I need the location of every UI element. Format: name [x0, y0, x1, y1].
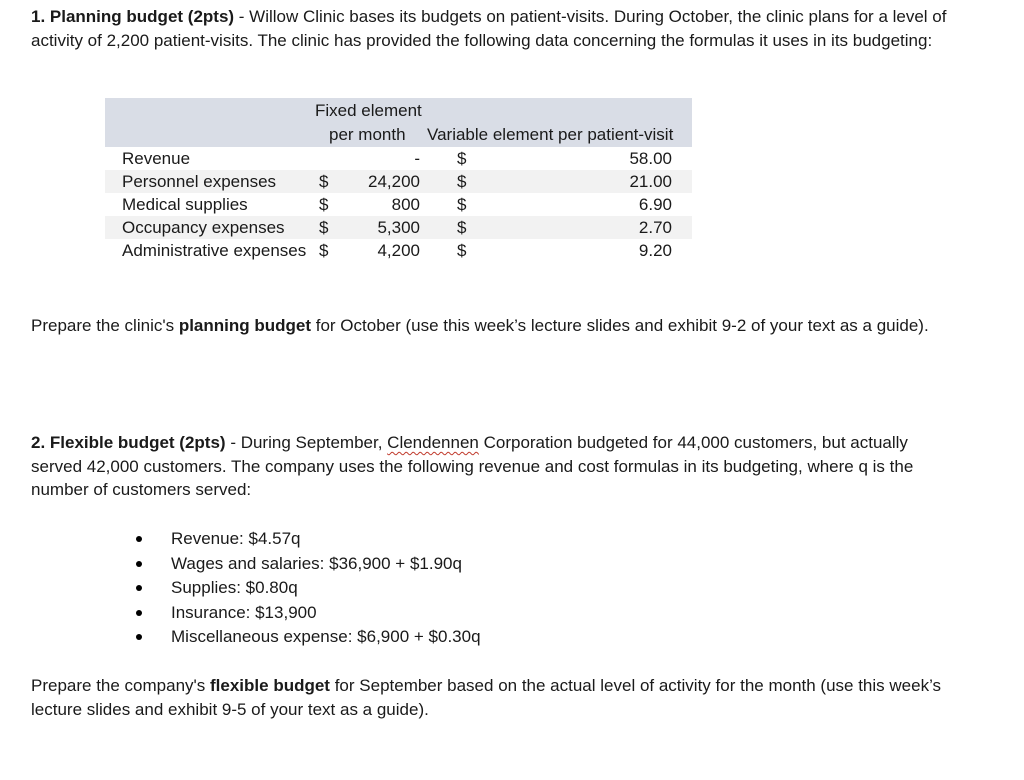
- variable-dollar-sign: $: [457, 172, 467, 191]
- bullet-icon: [136, 634, 142, 640]
- q2-paragraph: 2. Flexible budget (2pts) - During September, Clendennen Corporation budgeted for 44,000 customers, but actually served 42,000 customers. The company uses the following revenue and cost formulas in its budgeting, where q is the number of customers served:: [31, 433, 914, 499]
- variable-dollar-sign: $: [457, 149, 467, 168]
- spellcheck-word: Clendennen: [387, 433, 479, 452]
- q2-task: Prepare the company's flexible budget for September based on the actual level of activity for the month (use this week’s lecture slides and exhibit 9-5 of your text as a guide).: [31, 676, 942, 719]
- variable-value: 9.20: [638, 241, 672, 260]
- variable-dollar-sign: $: [457, 218, 467, 237]
- q1-task: Prepare the clinic's planning budget for October (use this week’s lecture slides and exhibit 9-2 of your text as a guide).: [31, 316, 929, 335]
- fixed-value: 800: [391, 195, 420, 214]
- bullet-icon: [136, 610, 142, 616]
- clinic-formula-table: [105, 98, 692, 267]
- fixed-value: 5,300: [377, 218, 420, 237]
- row-label: Medical supplies: [122, 195, 248, 214]
- fixed-dollar-sign: $: [319, 195, 329, 214]
- variable-dollar-sign: $: [457, 241, 467, 260]
- planning-budget-term: planning budget: [178, 316, 312, 335]
- header-fixed-line1: Fixed element: [315, 101, 422, 120]
- fixed-value: 24,200: [368, 172, 420, 191]
- q2-heading: 2. Flexible budget (2pts): [31, 433, 226, 452]
- bullet-icon: [136, 536, 142, 542]
- list-item: Miscellaneous expense: $6,900 + $0.30q: [128, 625, 481, 650]
- variable-dollar-sign: $: [457, 195, 467, 214]
- row-label: Personnel expenses: [122, 172, 277, 191]
- variable-value: 58.00: [629, 149, 672, 168]
- row-label: Administrative expenses: [122, 241, 307, 260]
- list-item: Supplies: $0.80q: [128, 576, 481, 601]
- fixed-dollar-sign: $: [319, 172, 329, 191]
- row-label: Occupancy expenses: [122, 218, 285, 237]
- bullet-icon: [136, 585, 142, 591]
- header-variable: Variable element per patient-visit: [427, 125, 674, 144]
- list-item: Insurance: $13,900: [128, 601, 481, 626]
- q1-paragraph: [31, 5, 961, 52]
- list-item: Wages and salaries: $36,900 + $1.90q: [128, 552, 481, 577]
- list-item: Revenue: $4.57q: [128, 527, 481, 552]
- fixed-dollar-sign: $: [319, 218, 329, 237]
- fixed-dollar-sign: $: [319, 241, 329, 260]
- q1-heading: 1. Planning budget (2pts): [31, 7, 235, 26]
- formula-list: [128, 527, 481, 650]
- fixed-value: 4,200: [377, 241, 420, 260]
- variable-value: 2.70: [638, 218, 672, 237]
- q1-intro: - Willow Clinic bases its budgets on patient-visits. During October, the clinic plans for a level of activity of 2,200 patient-visits. The clinic has provided the following data concerning the formulas it uses in its budgeting:: [31, 7, 947, 50]
- variable-value: 6.90: [638, 195, 672, 214]
- bullet-icon: [136, 561, 142, 567]
- row-label: Revenue: [122, 149, 191, 168]
- fixed-value: -: [414, 149, 420, 168]
- variable-value: 21.00: [629, 172, 672, 191]
- header-fixed-line2: per month: [329, 125, 406, 144]
- flexible-budget-term: flexible budget: [210, 676, 330, 695]
